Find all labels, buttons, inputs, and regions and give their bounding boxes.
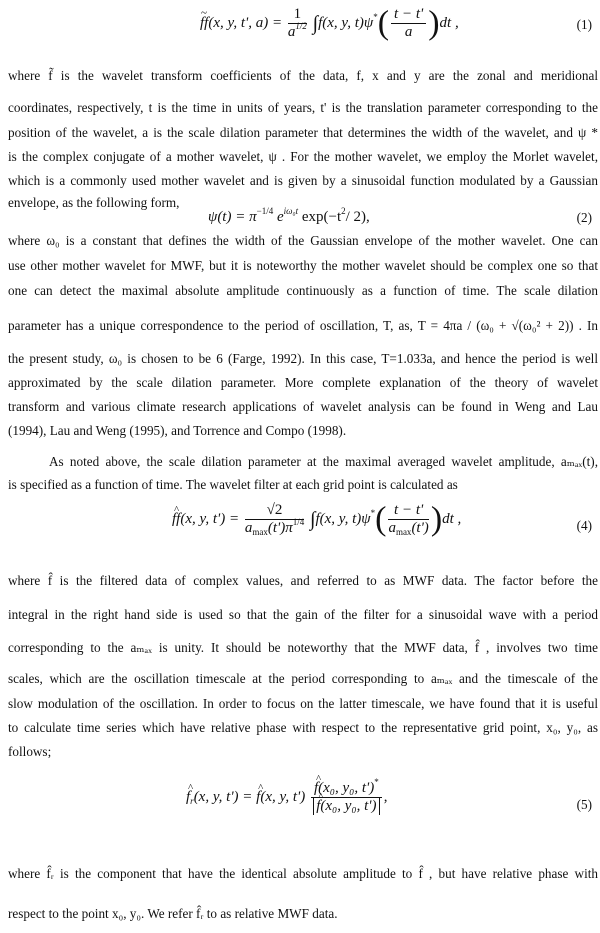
p4-line-4: scales, which are the oscillation timescale at the period corresponding to aₘₐₓ and the timescale of the bbox=[8, 671, 598, 686]
eq1-lhs: f(x, y, t', a) = bbox=[204, 14, 283, 31]
p1-line-2: coordinates, respectively, t is the time in units of years, t' is the translation parameter corresponding to the bbox=[8, 100, 598, 115]
equation-number-2: (2) bbox=[576, 210, 592, 225]
p2-line-2: use other mother wavelet for MWF, but it is noteworthy the mother wavelet should be complex one so that bbox=[8, 258, 598, 273]
p2-line-6: approximated by the scale dilation parameter. More complete explanation of the theory of wavelet bbox=[8, 375, 598, 390]
p2-line-4: parameter has a unique correspondence to the period of oscillation, T, as, T = 4πa / (ω₀ + √(ω₀² + 2)) . In bbox=[8, 318, 598, 333]
p2-line-7: transform and various climate research applications of wavelet analysis can be found in Weng and Lau bbox=[8, 399, 598, 414]
p1-line-4: is the complex conjugate of a mother wavelet, ψ . For the mother wavelet, we employ the Morlet wavelet, bbox=[8, 149, 598, 164]
p4-line-6: to calculate time series which have relative phase with respect to the representative grid point, x₀, y₀, as bbox=[8, 720, 598, 735]
p4-line-1: where f̂ is the filtered data of complex values, and referred to as MWF data. The factor before the bbox=[8, 573, 598, 588]
f-tilde-symbol: ~ f bbox=[200, 14, 204, 32]
equation-number-5: (5) bbox=[576, 797, 592, 812]
eq1-tail: dt , bbox=[439, 14, 459, 31]
integral-sign: ∫ bbox=[309, 508, 316, 531]
eq4-coefficient: $\frac{√2}{a_{max}(t')\pi^{1/4}}$ bbox=[244, 502, 305, 537]
p2-line-3: one can detect the maximal absolute amplitude continuously as a function of time. The scale dilation bbox=[8, 283, 598, 298]
eq4-argument: $\frac{t - t'}{a_{max}(t')}$ bbox=[388, 502, 429, 537]
eq1-integrand: f(x, y, t)ψ bbox=[318, 14, 374, 31]
p1-line-3: position of the wavelet, a is the scale dilation parameter that determines the width of the wavelet, and ψ * bbox=[8, 125, 598, 140]
equation-2: $\psi(t) = \pi^{-1/4}$ $e^{i\omega_0t}$ $\exp(-t^2/$ 2), bbox=[208, 206, 370, 225]
p3-line-1: As noted above, the scale dilation parameter at the maximal averaged wavelet amplitude, aₘₐₓ(t), bbox=[49, 454, 598, 469]
eq1-coefficient: $\frac{1}{a^{1/2}}$ bbox=[287, 6, 307, 40]
p4-line-2: integral in the right hand side is used so that the gain of the filter for a sinusoidal wave with a period bbox=[8, 607, 598, 622]
equation-5: ^ $f_r(x$, y, t') = ^ f(x, y, t') ^ f(x₀, y₀, t')* ^ f(x₀, y₀, t') , bbox=[186, 780, 388, 815]
eq1-argument: $\frac{t - t'}{a}$ bbox=[391, 6, 426, 41]
f-hat-symbol: ^ f bbox=[172, 510, 176, 528]
equation-1: ~ ff(x, y, t', a) = $\frac{1}{a^{1/2}}$ ∫f(x, y, t)ψ*( $\frac{t - t'}{a}$ )dt , bbox=[200, 6, 459, 41]
p2-line-1: where ω₀ is a constant that defines the width of the Gaussian envelope of the mother wavelet. One can bbox=[8, 233, 598, 248]
p3-line-2: is specified as a function of time. The wavelet filter at each grid point is calculated as bbox=[8, 477, 458, 492]
p4-line-3: corresponding to the aₘₐₓ is unity. It should be noteworthy that the MWF data, f̂ , involves two time bbox=[8, 640, 598, 655]
equation-4: ^ ff(x, y, t') = $\frac{√2}{a_{max}(t')\pi^{1/4}}$ ∫f(x, y, t)ψ*( $\frac{t - t'}{a_{max}(t')}$ )dt , bbox=[172, 502, 461, 537]
p1-line-6: envelope, as the following form, bbox=[8, 195, 180, 210]
integral-sign: ∫ bbox=[312, 12, 319, 35]
p2-line-5: the present study, ω₀ is chosen to be 6 (Farge, 1992). In this case, T=1.033a, and hence the period is well bbox=[8, 351, 598, 366]
equation-number-1: (1) bbox=[576, 17, 592, 32]
p1-line-5: which is a commonly used mother wavelet and is given by a sinusoidal function modulated by a Gaussian bbox=[8, 173, 598, 188]
p1-line-1: where f̃ is the wavelet transform coefficients of the data, f, x and y are the zonal and meridional bbox=[8, 68, 598, 83]
p4-line-7: follows; bbox=[8, 744, 52, 759]
p5-line-2: respect to the point x₀, y₀. We refer f̂ᵣ to as relative MWF data. bbox=[8, 906, 338, 921]
equation-number-4: (4) bbox=[576, 518, 592, 533]
p2-line-8: (1994), Lau and Weng (1995), and Torrence and Compo (1998). bbox=[8, 423, 347, 438]
p4-line-5: slow modulation of the oscillation. In order to focus on the latter timescale, we have found that it is useful bbox=[8, 696, 598, 711]
eq5-ratio: ^ f(x₀, y₀, t')* ^ f(x₀, y₀, t') bbox=[311, 780, 382, 815]
p5-line-1: where f̂ᵣ is the component that have the identical absolute amplitude to f̂ , but have relative phase with bbox=[8, 866, 598, 881]
